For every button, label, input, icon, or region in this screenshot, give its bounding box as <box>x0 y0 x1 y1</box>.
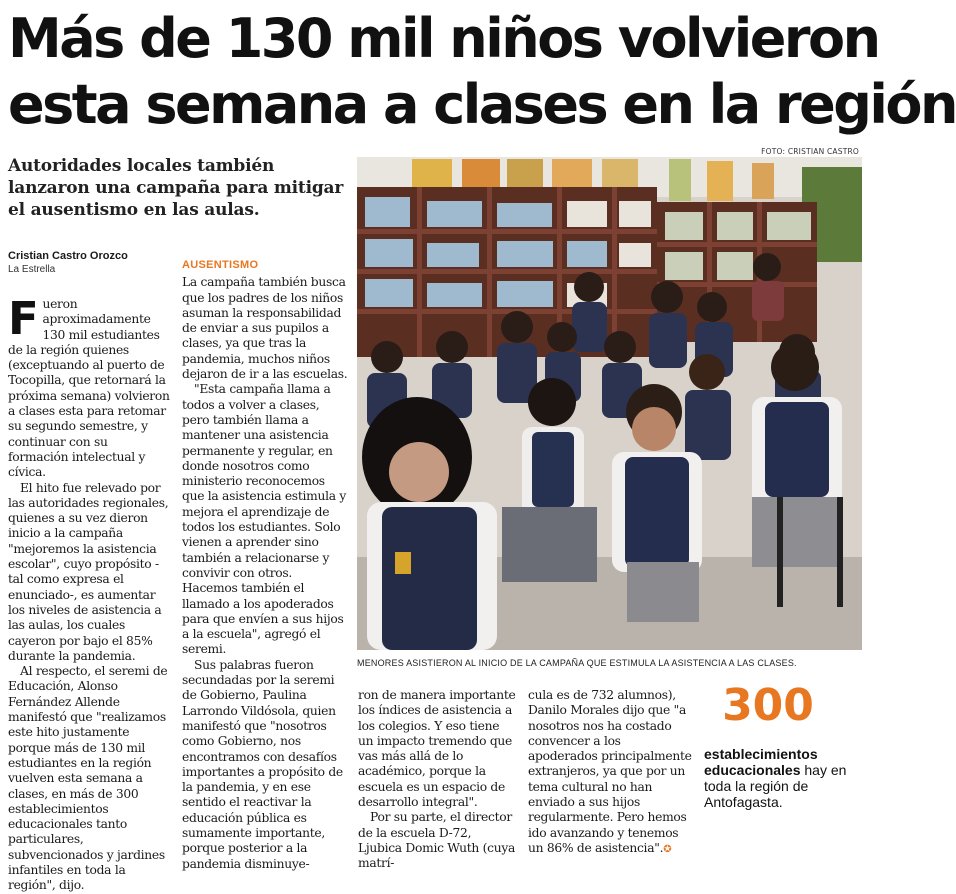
subheadline: Autoridades locales también lanzaron una campaña para mitigar el ausentismo en las aulas. <box>8 156 344 220</box>
author-name: Cristian Castro Orozco <box>8 250 128 262</box>
photo-caption: MENORES ASISTIERON AL INICIO DE LA CAMPAÑA QUE ESTIMULA LA ASISTENCIA A LAS CLASES. <box>357 658 797 668</box>
stat-description: establecimientos educacionales hay en toda la región de Antofagasta. <box>704 746 847 810</box>
article-column-3 <box>358 688 518 872</box>
photo-credit: FOTO: CRISTIAN CASTRO <box>761 147 859 156</box>
article-column-1 <box>8 292 171 894</box>
article-column-4 <box>528 688 693 857</box>
classroom-photo <box>357 157 862 650</box>
article-column-2 <box>182 258 348 872</box>
article-paragraph: Al respecto, el seremi de Educación, Alonso Fernández Allende manifestó que "realizamos este hito justamente porque más de 130 mil estudiantes en la región vuelven esta semana a clases, en más de 300 establecimientos educacionales tanto particulares, subvencionados y jardines infantiles en toda la región", dijo. <box>8 664 168 893</box>
headline <box>8 6 956 138</box>
outlet-name: La Estrella <box>8 264 56 275</box>
article-paragraph: Sus palabras fueron secundadas por la seremi de Gobierno, Paulina Larrondo Vildósola, quien manifestó que "nosotros como Gobierno, nos encontramos con desafíos importantes a propósito de la pandemia, y en ese sentido el reactivar la educación pública es sumamente importante, porque posterior a la pandemia disminuye- <box>182 657 343 871</box>
article-paragraph: Fueron aproximadamente 130 mil estudiantes de la región quienes (exceptuando al puerto de Tocopilla, que retornará la próxima semana) volvieron a clases esta para retomar su segundo semestre, y continuar con su formación intelectual y cívica. <box>8 292 170 480</box>
article-paragraph: ron de manera importante los índices de asistencia a los colegios. Y eso tiene un impacto tremendo que vas más allá de lo académico, porque la escuela es un espacio de desarrollo integral". <box>358 688 516 810</box>
end-mark-icon: ✪ <box>663 843 672 855</box>
headline-line-1: Más de 130 mil niños volvieron <box>8 7 879 70</box>
byline <box>8 250 168 275</box>
stat-callout <box>704 680 862 810</box>
article-paragraph: La campaña también busca que los padres de los niños asuman la responsabilidad de enviar a sus pupilos a clases, ya que tras la pandemia, muchos niños dejaron de ir a las escuelas. <box>182 275 348 382</box>
article-paragraph: cula es de 732 alumnos), Danilo Morales dijo que "a nosotros nos ha costado convencer a los apoderados principalmente extranjeros, ya que por un tema cultural no han enviado a sus hijos regularmente. Pero hemos ido avanzando y tenemos un 86% de asistencia".✪ <box>528 688 692 855</box>
stat-number: 300 <box>722 680 814 731</box>
article-paragraph: "Esta campaña llama a todos a volver a clases, pero también llama a mantener una asistencia permanente y regular, en donde nosotros como ministerio reconocemos que la asistencia estimula y mejora el aprendizaje de todos los estudiantes. Solo vienen a aprender sino también a relacionarse y convivir con otros. Hacemos también el llamado a los apoderados para que envíen a sus hijos a la escuela", agregó el seremi. <box>182 382 346 657</box>
headline-line-2: esta semana a clases en la región <box>8 73 956 136</box>
drop-cap: F <box>8 292 39 345</box>
article-paragraph: Por su parte, el director de la escuela D-72, Ljubica Domic Wuth (cuya matrí- <box>358 810 515 871</box>
article-paragraph: El hito fue relevado por las autoridades regionales, quienes a su vez dieron inicio a la campaña "mejoremos la asistencia escolar", cuyo propósito -tal como expresa el enunciado-, es aumentar los niveles de asistencia a las aulas, los cuales cayeron por bajo el 85% durante la pandemia. <box>8 480 169 663</box>
section-heading: AUSENTISMO <box>182 259 259 271</box>
